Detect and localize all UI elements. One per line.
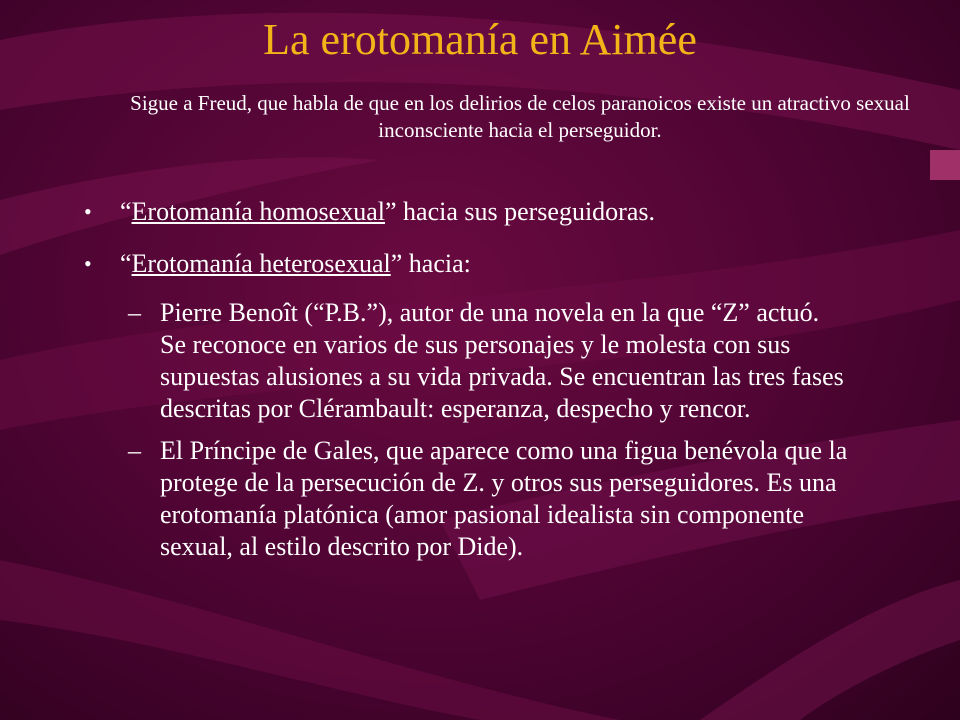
slide-title: La erotomanía en Aimée	[263, 15, 697, 64]
bullet-emphasis: Erotomanía heterosexual	[131, 249, 391, 278]
slide-subtitle: Sigue a Freud, que habla de que en los delirios de celos paranoicos existe un atractivo sexual inconsciente hacia el perseguidor.	[130, 91, 910, 142]
dash-marker: –	[128, 298, 141, 327]
subbullet-pierre-benoit	[0, 297, 850, 425]
dash-marker: –	[128, 436, 141, 465]
bullet-marker: •	[84, 199, 92, 224]
open-quote: “	[120, 249, 132, 278]
subbullet-text: Pierre Benoît (“P.B.”), autor de una novela en la que “Z” actuó. Se reconoce en varios de sus personajes y le molesta con sus supuestas alusiones a su vida privada. Se encuentran las tres fases descritas por Clérambault: esperanza, despecho y rencor.	[160, 298, 844, 423]
bullet-heterosexual	[0, 245, 900, 283]
accent-square	[930, 150, 960, 180]
subbullet-list	[0, 297, 960, 563]
subbullet-text: El Príncipe de Gales, que aparece como una figua benévola que la protege de la persecución de Z. y otros sus perseguidores. Es una erotomanía platónica (amor pasional idealista sin componente sexual, al estilo descrito por Dide).	[160, 436, 848, 561]
swoosh-bottom-right	[700, 580, 960, 720]
bullet-homosexual	[0, 193, 900, 231]
open-quote: “	[120, 197, 132, 226]
bullet-rest: ” hacia sus perseguidoras.	[384, 197, 656, 226]
subbullet-principe-gales	[0, 435, 850, 563]
bullet-list	[0, 193, 960, 573]
bullet-emphasis: Erotomanía homosexual	[131, 197, 385, 226]
bullet-rest: ” hacia:	[390, 249, 471, 278]
bullet-marker: •	[84, 251, 92, 276]
